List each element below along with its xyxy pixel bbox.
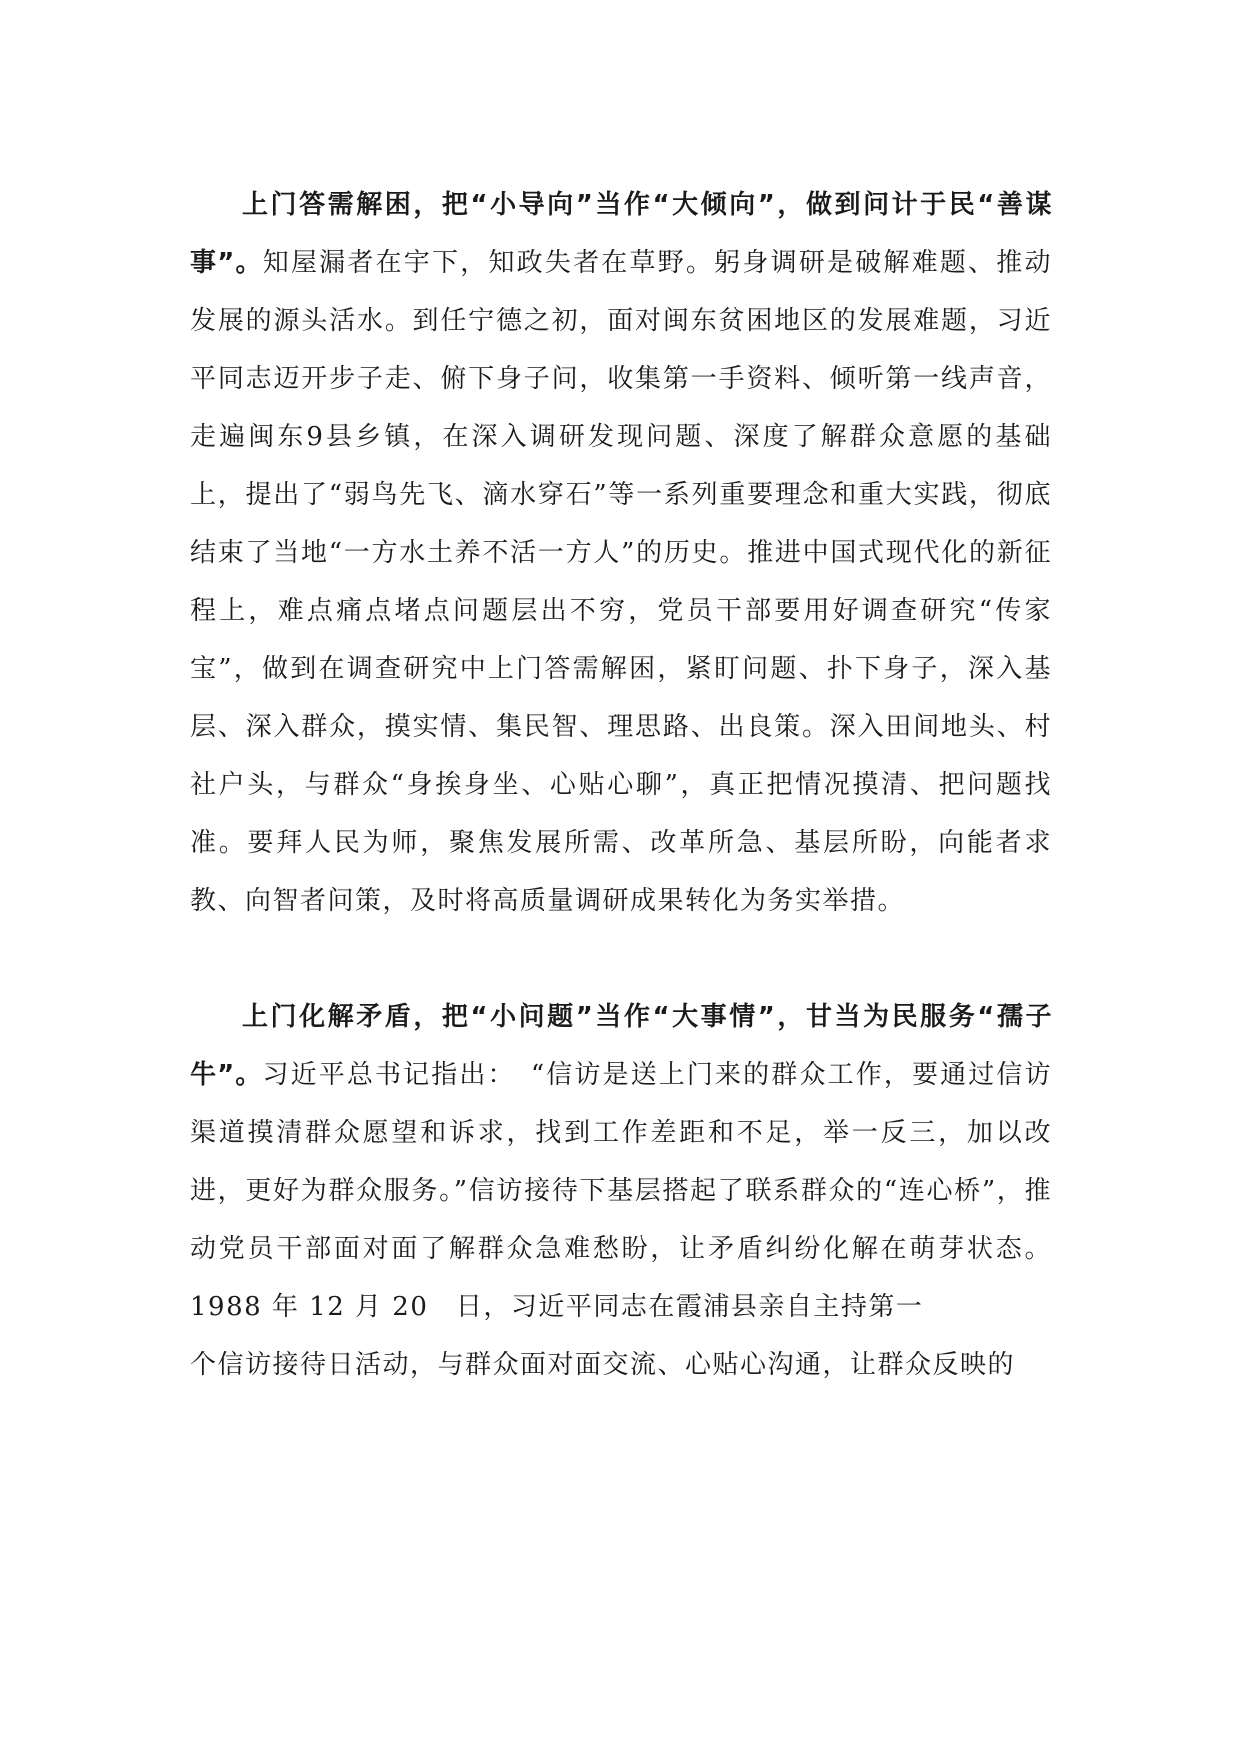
paragraph-petition xyxy=(190,988,1052,1336)
paragraph-text: 知屋漏者在宇下，知政失者在草野。躬身调研是破解难题、推动发展的源头活水。到任宁德之初，面对闽东贫困地区的发展难题，习近平同志迈开步子走、俯下身子问，收集第一手资料、倾听第一线声音，走遍闽东9县乡镇，在深入调研发现问题、深度了解群众意愿的基础上，提出了“弱鸟先飞、滴水穿石”等一系列重要理念和重大实践，彻底结束了当地“一方水土养不活一方人”的历史。推进中国式现代化的新征程上，难点痛点堵点问题层出不穷，党员干部要用好调查研究“传家宝”，做到在调查研究中上门答需解困，紧盯问题、扑下身子，深入基层、深入群众，摸实情、集民智、理思路、出良策。深入田间地头、村社户头，与群众“身挨身坐、心贴心聊”，真正把情况摸清、把问题找准。要拜人民为师，聚焦发展所需、改革所急、基层所盼，向能者求教、向智者问策，及时将高质量调研成果转化为务实举措。 xyxy=(190,248,1052,916)
paragraph-text: 习近平总书记指出： “信访是送上门来的群众工作，要通过信访渠道摸清群众愿望和诉求，找到工作差距和不足，举一反三，加以改进，更好为群众服务。”信访接待下基层搭起了联系群众的“连心桥”，推动党员干部面对面了解群众急难愁盼，让矛盾纠纷化解在萌芽状态。1988 年 12 月 20 日，习近平同志在霞浦县亲自主持第一 xyxy=(190,1060,1053,1322)
paragraph-heading: 上门化解矛盾，把“小问题”当作“大事情”，甘当为民服务“孺子牛”。 xyxy=(190,1002,1052,1090)
paragraph-heading: 上门答需解困，把“小导向”当作“大倾向”，做到问计于民“善谋事”。 xyxy=(190,190,1052,278)
paragraph-research xyxy=(190,176,1052,930)
document-body xyxy=(190,176,1052,1394)
paragraph-continuation: 个信访接待日活动，与群众面对面交流、心贴心沟通，让群众反映的 xyxy=(190,1350,1016,1380)
